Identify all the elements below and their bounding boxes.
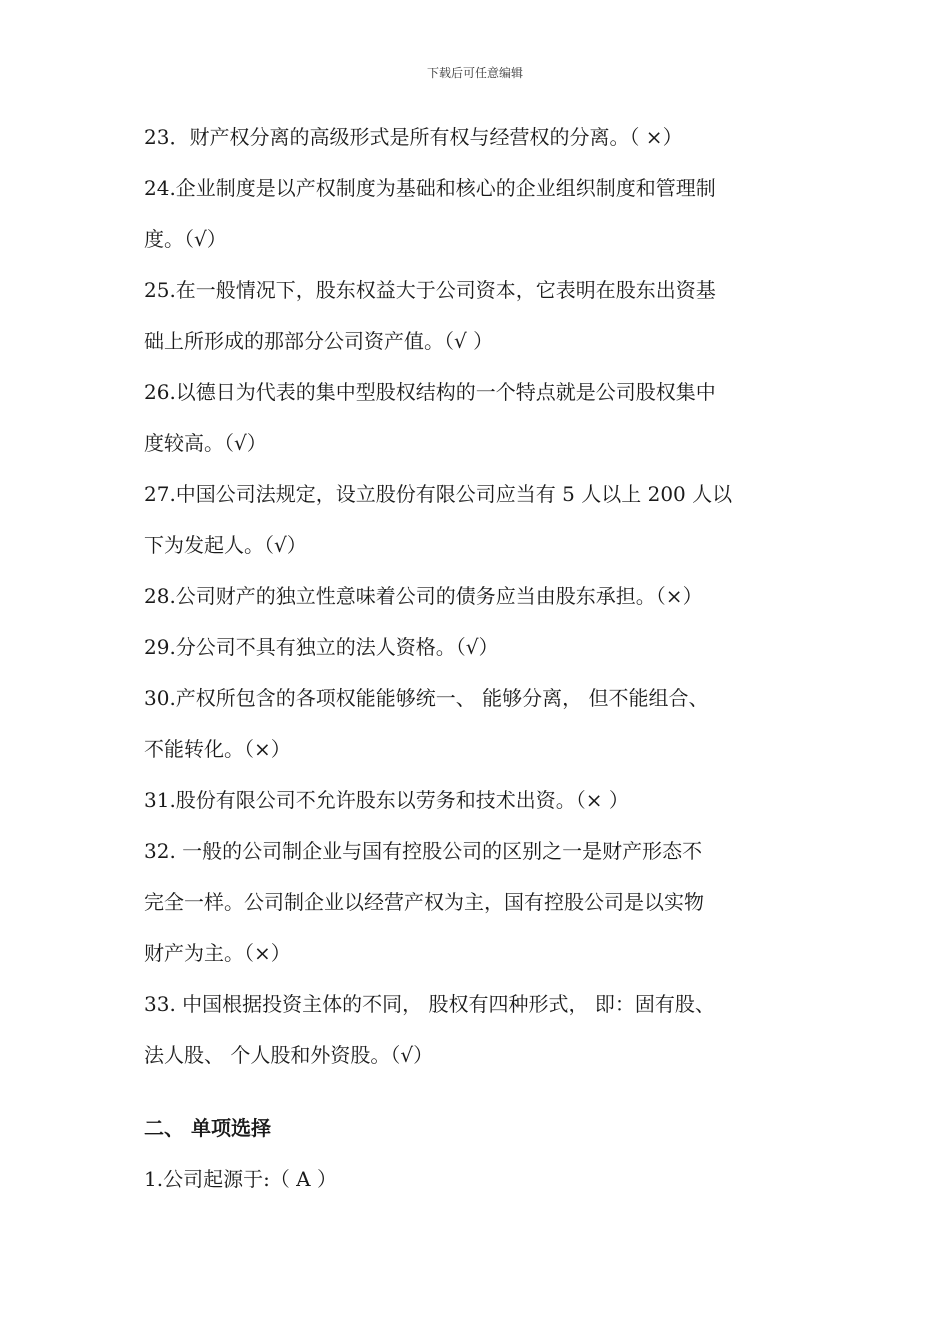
line-23: 23．财产权分离的高级形式是所有权与经营权的分离。（ ×） bbox=[144, 125, 683, 149]
line-32a: 32. 一般的公司制企业与国有控股公司的区别之一是财产形态不 bbox=[144, 839, 703, 863]
line-30b: 不能转化。（×） bbox=[144, 737, 291, 761]
line-27a: 27.中国公司法规定，设立股份有限公司应当有 5 人以上 200 人以 bbox=[144, 482, 733, 506]
line-25a: 25.在一般情况下，股东权益大于公司资本，它表明在股东出资基 bbox=[144, 278, 716, 302]
line-24b: 度。（√） bbox=[144, 227, 227, 251]
line-30a: 30.产权所包含的各项权能能够统一、 能够分离， 但不能组合、 bbox=[144, 686, 709, 710]
line-28: 28.公司财产的独立性意味着公司的债务应当由股东承担。（×） bbox=[144, 584, 703, 608]
question-1: 1.公司起源于:（ A ） bbox=[144, 1167, 337, 1191]
line-31: 31.股份有限公司不允许股东以劳务和技术出资。（× ） bbox=[144, 788, 629, 812]
document-body bbox=[144, 112, 824, 1205]
section-title: 二、 单项选择 bbox=[144, 1116, 271, 1140]
line-32b: 完全一样。公司制企业以经营产权为主，国有控股公司是以实物 bbox=[144, 890, 704, 914]
page-header: 下载后可任意编辑 bbox=[426, 66, 523, 80]
line-33a: 33. 中国根据投资主体的不同， 股权有四种形式， 即：固有股、 bbox=[144, 992, 715, 1016]
line-27b: 下为发起人。（√） bbox=[144, 533, 307, 557]
line-24a: 24.企业制度是以产权制度为基础和核心的企业组织制度和管理制 bbox=[144, 176, 716, 200]
line-29: 29.分公司不具有独立的法人资格。（√） bbox=[144, 635, 499, 659]
line-26a: 26.以德日为代表的集中型股权结构的一个特点就是公司股权集中 bbox=[144, 380, 716, 404]
line-25b: 础上所形成的那部分公司资产值。（√ ） bbox=[144, 329, 494, 353]
line-33b: 法人股、 个人股和外资股。（√） bbox=[144, 1043, 434, 1067]
line-32c: 财产为主。（×） bbox=[144, 941, 291, 965]
line-26b: 度较高。（√） bbox=[144, 431, 267, 455]
section-spacer bbox=[144, 1081, 824, 1103]
